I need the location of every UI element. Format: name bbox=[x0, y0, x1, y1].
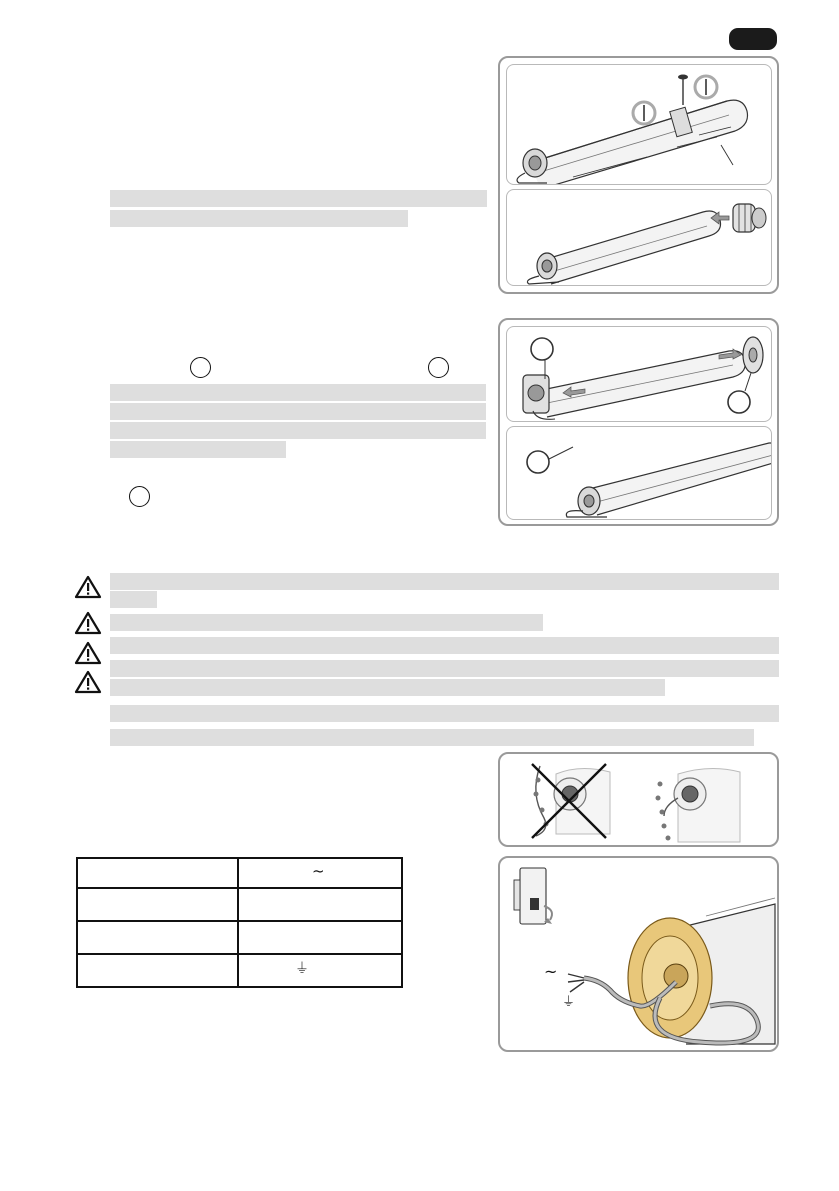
warning-triangle-icon bbox=[74, 670, 102, 694]
warning-triangle-icon bbox=[74, 575, 102, 599]
text-line bbox=[110, 441, 286, 458]
language-badge bbox=[729, 28, 777, 50]
text-line bbox=[110, 729, 754, 746]
wire-value-cell bbox=[238, 858, 402, 888]
earth-ground-icon: ⏚ bbox=[295, 961, 309, 977]
text-line bbox=[110, 422, 486, 439]
text-line bbox=[110, 190, 487, 207]
text-line bbox=[110, 573, 779, 590]
wire-label-cell bbox=[77, 858, 238, 888]
text-line bbox=[110, 384, 486, 401]
wire-value-cell bbox=[238, 954, 402, 987]
motor-fitted-illustration bbox=[507, 427, 772, 520]
text-line bbox=[110, 210, 408, 227]
table-row bbox=[77, 858, 402, 888]
end-caps-illustration bbox=[507, 327, 772, 422]
ac-wave-icon: ~ bbox=[312, 862, 325, 880]
electrical-connection-illustration bbox=[500, 858, 777, 1050]
wiring-table bbox=[76, 857, 403, 988]
circle-marker-icon bbox=[129, 486, 150, 507]
table-row bbox=[77, 888, 402, 921]
figure-electrical-connection bbox=[498, 856, 779, 1052]
figure-panel-motor-fitted bbox=[506, 426, 772, 520]
drip-loop-illustration bbox=[500, 754, 777, 845]
figure-panel-screw-bracket bbox=[506, 64, 772, 185]
table-row bbox=[77, 954, 402, 987]
figure-motor-fixing bbox=[498, 56, 779, 294]
figure-drip-loop bbox=[498, 752, 779, 847]
figure-panel-end-caps bbox=[506, 326, 772, 422]
warning-triangle-icon bbox=[74, 641, 102, 665]
ac-wave-icon: ~ bbox=[544, 962, 558, 981]
table-row bbox=[77, 921, 402, 954]
text-line bbox=[110, 403, 486, 420]
circle-marker-icon bbox=[190, 357, 211, 378]
text-line bbox=[110, 679, 665, 696]
figure-end-fittings bbox=[498, 318, 779, 526]
text-line bbox=[110, 614, 543, 631]
wire-label-cell bbox=[77, 954, 238, 987]
earth-ground-icon: ⏚ bbox=[562, 995, 576, 1010]
figure-panel-adapter-insertion bbox=[506, 189, 772, 286]
text-line bbox=[110, 705, 779, 722]
wire-label-cell bbox=[77, 888, 238, 921]
text-line bbox=[110, 591, 157, 608]
warning-triangle-icon bbox=[74, 611, 102, 635]
wire-value-cell bbox=[238, 921, 402, 954]
text-line bbox=[110, 660, 779, 677]
circle-marker-icon bbox=[428, 357, 449, 378]
motor-adapter-illustration bbox=[507, 190, 772, 286]
text-line bbox=[110, 637, 779, 654]
wire-value-cell bbox=[238, 888, 402, 921]
motor-bracket-illustration bbox=[507, 65, 772, 185]
wire-label-cell bbox=[77, 921, 238, 954]
